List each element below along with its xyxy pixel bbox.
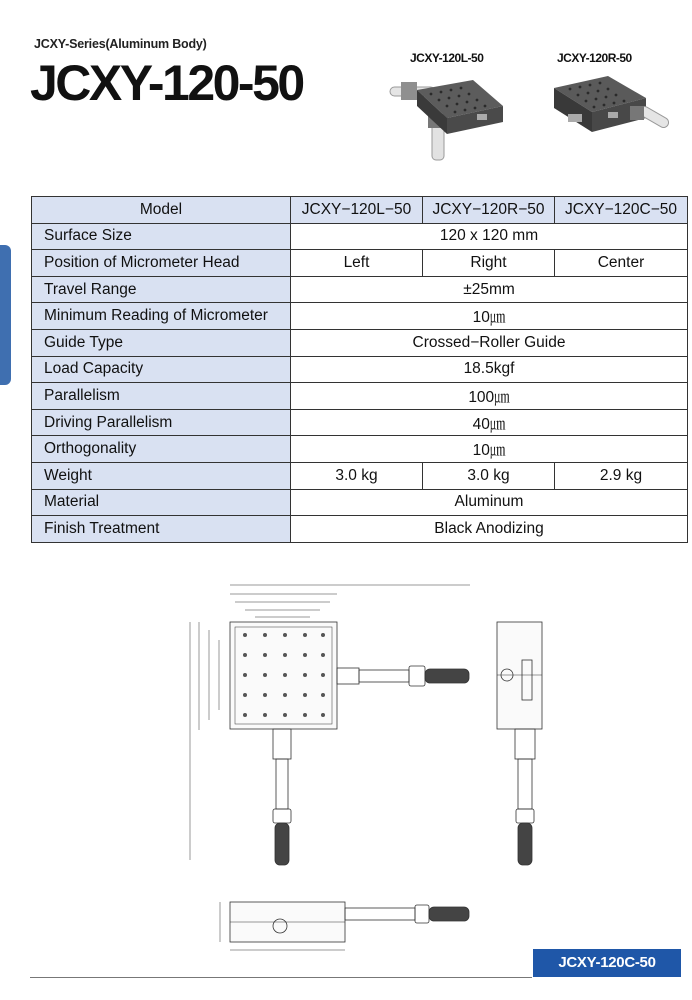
- model-badge: JCXY-120C-50: [533, 949, 681, 977]
- row-value-left: 3.0 kg: [291, 462, 423, 489]
- row-label: Load Capacity: [32, 356, 291, 383]
- row-value: 10㎛: [291, 303, 688, 330]
- row-value-center: 2.9 kg: [555, 462, 688, 489]
- row-value: 40㎛: [291, 409, 688, 436]
- product-label-left: JCXY-120L-50: [410, 51, 484, 65]
- table-row: [32, 276, 688, 303]
- technical-drawing: [185, 580, 565, 955]
- row-label: Orthogonality: [32, 436, 291, 463]
- row-label: Minimum Reading of Micrometer: [32, 303, 291, 330]
- table-row: [32, 223, 688, 250]
- row-value-center: Center: [555, 250, 688, 277]
- table-header-row: [32, 197, 688, 224]
- row-value: ±25mm: [291, 276, 688, 303]
- row-value: 10㎛: [291, 436, 688, 463]
- table-row: [32, 303, 688, 330]
- table-row: [32, 383, 688, 410]
- product-label-right: JCXY-120R-50: [557, 51, 632, 65]
- row-value-right: 3.0 kg: [423, 462, 555, 489]
- row-value: Crossed−Roller Guide: [291, 329, 688, 356]
- table-row: [32, 516, 688, 543]
- row-value: 100㎛: [291, 383, 688, 410]
- header-model-center: JCXY−120C−50: [555, 197, 688, 224]
- row-label: Weight: [32, 462, 291, 489]
- row-label: Driving Parallelism: [32, 409, 291, 436]
- table-row: [32, 436, 688, 463]
- row-label: Travel Range: [32, 276, 291, 303]
- header-model-label: Model: [32, 197, 291, 224]
- header-model-left: JCXY−120L−50: [291, 197, 423, 224]
- table-row: [32, 409, 688, 436]
- row-label: Position of Micrometer Head: [32, 250, 291, 277]
- row-value: 120 x 120 mm: [291, 223, 688, 250]
- page-title: JCXY-120-50: [30, 55, 303, 111]
- table-row: [32, 356, 688, 383]
- table-row: [32, 250, 688, 277]
- row-value: Black Anodizing: [291, 516, 688, 543]
- header-model-right: JCXY−120R−50: [423, 197, 555, 224]
- row-value-right: Right: [423, 250, 555, 277]
- series-label: JCXY-Series(Aluminum Body): [34, 37, 207, 51]
- row-value-left: Left: [291, 250, 423, 277]
- row-value: Aluminum: [291, 489, 688, 516]
- product-photo-right: [548, 68, 673, 168]
- row-value: 18.5kgf: [291, 356, 688, 383]
- footer-divider: [30, 977, 532, 978]
- table-row: [32, 329, 688, 356]
- product-photo-left: [385, 70, 510, 170]
- row-label: Parallelism: [32, 383, 291, 410]
- row-label: Material: [32, 489, 291, 516]
- row-label: Guide Type: [32, 329, 291, 356]
- row-label: Finish Treatment: [32, 516, 291, 543]
- row-label: Surface Size: [32, 223, 291, 250]
- table-row: [32, 462, 688, 489]
- spec-table: [31, 196, 688, 543]
- table-row: [32, 489, 688, 516]
- side-tab: [0, 245, 11, 385]
